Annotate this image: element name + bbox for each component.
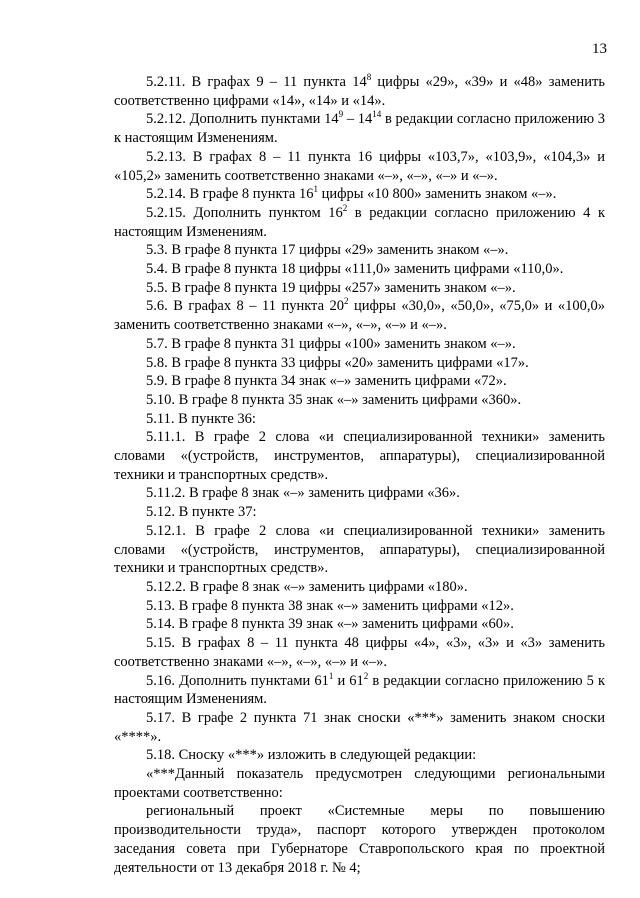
paragraph-5-15: 5.15. В графах 8 – 11 пункта 48 цифры «4», «3», «3» и «3» заменить соответственно знаками «–», «–», «–» и «–». [114, 635, 605, 670]
paragraph-5-12: 5.12. В пункте 37: [146, 504, 257, 521]
paragraph-5-7: 5.7. В графе 8 пункта 31 цифры «100» заменить знаком «–». [146, 335, 516, 352]
paragraph-5-2-14: 5.2.14. В графе 8 пункта $16^1$ цифры «10 800» заменить знаком «–». [146, 184, 557, 203]
paragraph-footnote-text: «***Данный показатель предусмотрен следующими региональными проектами соответственно: [114, 766, 605, 801]
paragraph-5-9: 5.9. В графе 8 пункта 34 знак «–» заменить цифрами «72». [146, 373, 507, 390]
paragraph-5-11-2: 5.11.2. В графе 8 знак «–» заменить цифрами «36». [146, 485, 460, 502]
paragraph-5-16: 5.16. Дополнить пунктами $61^1$ и $61^2$ в редакции согласно приложению 5 к настоящим Изменениям. [114, 670, 606, 708]
paragraph-5-2-15: 5.2.15. Дополнить пунктом $16^2$ в редакции согласно приложению 4 к настоящим Изменениям. [114, 202, 605, 240]
paragraph-5-6: 5.6. В графах 8 – 11 пункта $20^2$ цифры «30,0», «50,0», «75,0» и «100,0» заменить соответственно знаками «–», «–», «–» и «–». [114, 296, 606, 334]
paragraph-5-2-11: 5.2.11. В графах 9 – 11 пункта $14^8$ цифры «29», «39» и «48» заменить соответственно цифрами «14», «14» и «14». [114, 72, 605, 109]
paragraph-5-8: 5.8. В графе 8 пункта 33 цифры «20» заменить цифрами «17». [146, 354, 529, 371]
paragraph-5-12-2: 5.12.2. В графе 8 знак «–» заменить цифрами «180». [146, 578, 468, 595]
paragraph-5-11-1: 5.11.1. В графе 2 слова «и специализированной техники» заменить словами «(устройств, инструментов, аппаратуры), специализированной техники и транспортных средств». [114, 429, 605, 483]
paragraph-5-12-1: 5.12.1. В графе 2 слова «и специализированной техники» заменить словами «(устройств, инструментов, аппаратуры), специализированной техники и транспортных средств». [114, 522, 605, 577]
paragraph-5-2-13: 5.2.13. В графах 8 – 11 пункта 16 цифры «103,7», «103,9», «104,3» и «105,2» заменить соответственно знаками «–», «–», «–» и «–». [114, 148, 605, 184]
paragraph-5-17: 5.17. В графе 2 пункта 71 знак сноски «***» заменить знаком сноски «****». [114, 709, 605, 745]
page-number: 13 [592, 41, 607, 57]
paragraph-5-10: 5.10. В графе 8 пункта 35 знак «–» заменить цифрами «360». [146, 391, 522, 408]
paragraph-5-18: 5.18. Сноску «***» изложить в следующей редакции: [146, 747, 477, 764]
document-body [114, 73, 605, 877]
paragraph-5-11: 5.11. В пункте 36: [146, 410, 256, 427]
paragraph-5-13: 5.13. В графе 8 пункта 38 знак «–» заменить цифрами «12». [146, 597, 514, 614]
paragraph-5-4: 5.4. В графе 8 пункта 18 цифры «111,0» заменить цифрами «110,0». [146, 261, 564, 278]
paragraph-5-3: 5.3. В графе 8 пункта 17 цифры «29» заменить знаком «–». [146, 242, 509, 259]
paragraph-5-2-12: 5.2.12. Дополнить пунктами $14^9 - 14^{14}$ в редакции согласно приложению 3 к настоящим Изменениям. [114, 109, 605, 147]
paragraph-5-14: 5.14. В графе 8 пункта 39 знак «–» заменить цифрами «60». [146, 616, 514, 633]
paragraph-regional-project: региональный проект «Системные меры по повышению производительности труда», паспорт которого утвержден протоколом заседания совета при Губернаторе Ставропольского края по проектной деятельности от 13 декабря 2018 г. № 4; [114, 803, 605, 876]
paragraph-5-5: 5.5. В графе 8 пункта 19 цифры «257» заменить знаком «–». [146, 279, 516, 296]
